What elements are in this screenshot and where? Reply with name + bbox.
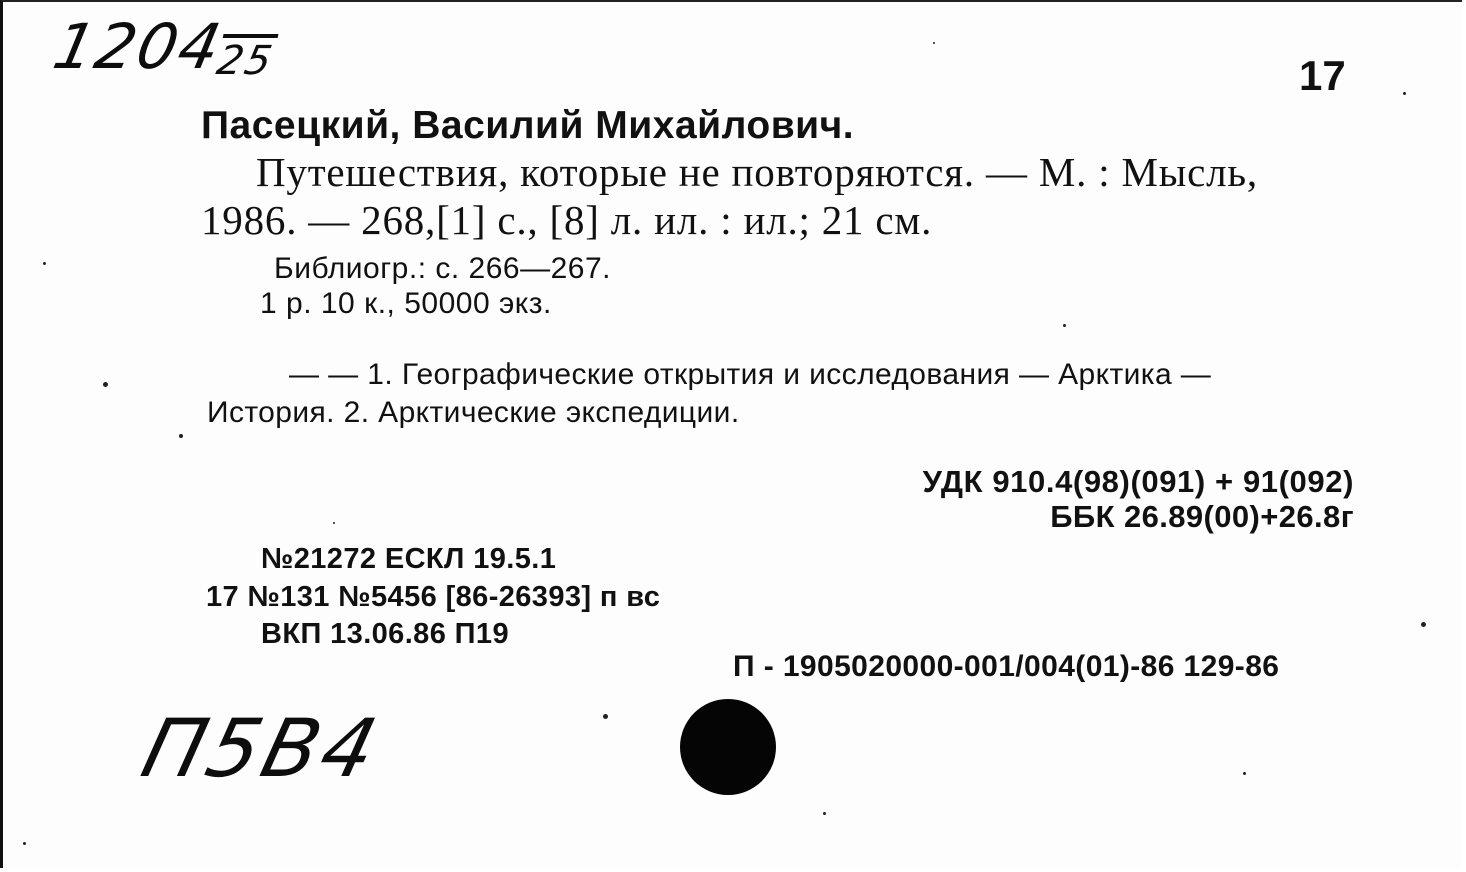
noise-speck [1243,772,1246,775]
tech-line-3: ВКП 13.06.86 П19 [261,618,509,650]
title-line: Путешествия, которые не повторяются. — М. : Мысль, [256,149,1258,195]
handwritten-shelf-mark: П5В4 [133,702,390,795]
tech-line-1: №21272 ЕСКЛ 19.5.1 [261,543,557,575]
noise-speck [179,434,183,438]
noise-speck [933,42,935,44]
noise-speck [23,842,26,845]
noise-speck [1421,622,1426,627]
price-note: 1 р. 10 к., 50000 экз. [260,287,552,320]
author-heading: Пасецкий, Василий Михайлович. [201,104,855,147]
udk-code: УДК 910.4(98)(091) + 91(092) [922,464,1354,499]
publisher-code: П - 1905020000-001/004(01)-86 129-86 [733,650,1280,683]
noise-speck [1063,324,1066,327]
punch-hole [680,699,776,795]
tech-line-2: 17 №131 №5456 [86-26393] п вс [206,581,661,613]
noise-speck [823,812,826,815]
noise-speck [603,714,608,719]
subjects-line-2: История. 2. Арктические экспедиции. [207,396,740,429]
handwritten-accession-number: $1204_{25}$ [47,10,278,84]
noise-speck [1403,92,1406,95]
noise-speck [103,382,108,387]
noise-speck [43,262,46,265]
imprint-line: 1986. — 268,[1] с., [8] л. ил. : ил.; 21 см. [201,197,933,243]
noise-speck [333,522,335,524]
card-number: 17 [1299,52,1346,99]
bibliography-note: Библиогр.: с. 266—267. [274,252,611,285]
bbk-code: ББК 26.89(00)+26.8г [1050,499,1354,534]
subjects-line-1: — — 1. Географические открытия и исследования — Арктика — [289,358,1212,391]
